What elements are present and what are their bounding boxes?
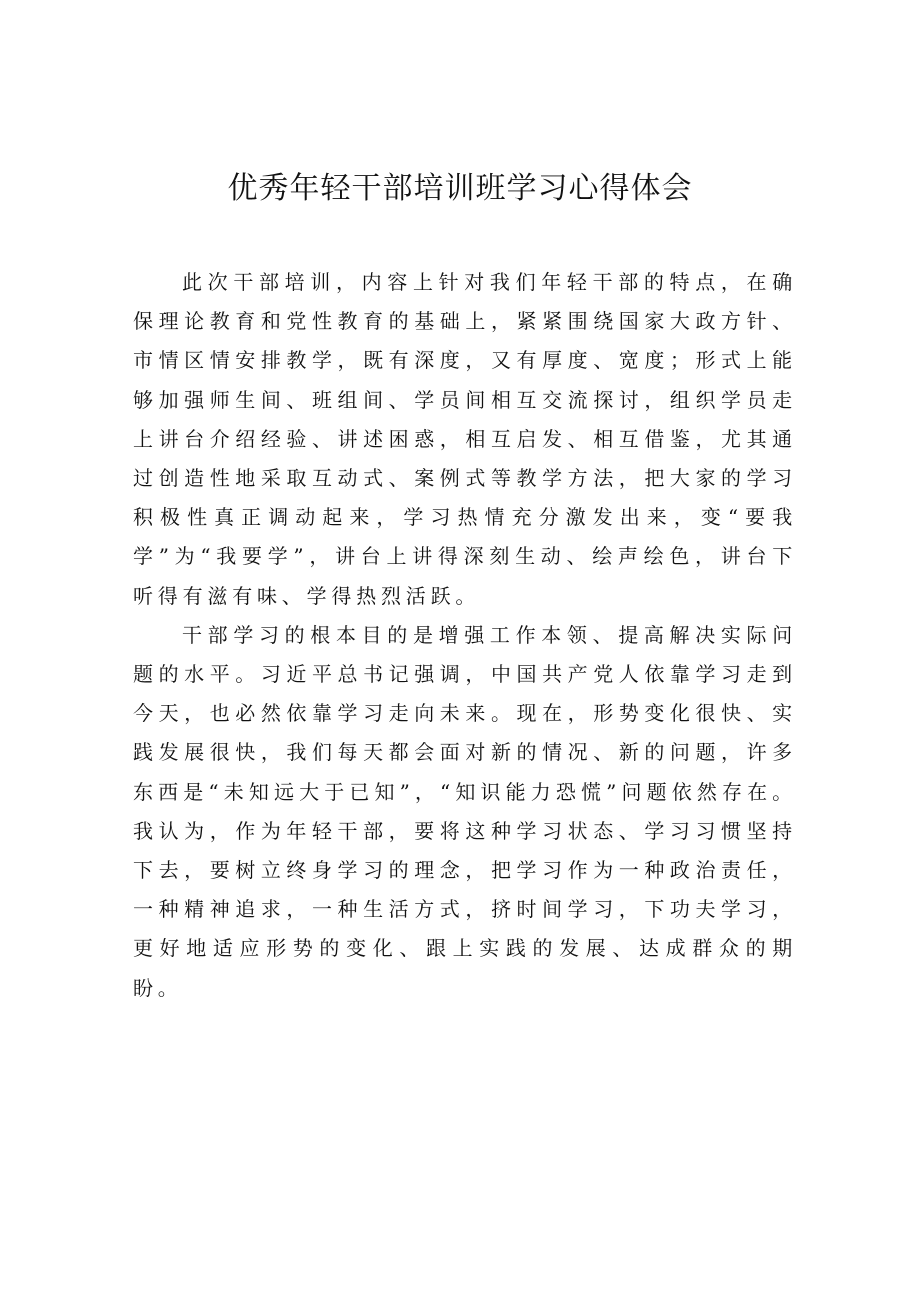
body-paragraph-1: 此次干部培训，内容上针对我们年轻干部的特点，在确保理论教育和党性教育的基础上，紧紧围绕国家大政方针、市情区情安排教学，既有深度，又有厚度、宽度；形式上能够加强师生间、班组间、学员间相互交流探讨，组织学员走上讲台介绍经验、讲述困惑，相互启发、相互借鉴，尤其通过创造性地采取互动式、案例式等教学方法，把大家的学习积极性真正调动起来，学习热情充分激发出来，变“要我学”为“我要学”，讲台上讲得深刻生动、绘声绘色，讲台下听得有滋有味、学得热烈活跃。	[133, 270, 797, 608]
document-body	[133, 263, 797, 1008]
body-paragraph-2: 干部学习的根本目的是增强工作本领、提高解决实际问题的水平。习近平总书记强调，中国共产党人依靠学习走到今天，也必然依靠学习走向未来。现在，形势变化很快、实践发展很快，我们每天都会面对新的情况、新的问题，许多东西是“未知远大于已知”，“知识能力恐慌”问题依然存在。我认为，作为年轻干部，要将这种学习状态、学习习惯坚持下去，要树立终身学习的理念，把学习作为一种政治责任，一种精神追求，一种生活方式，挤时间学习，下功夫学习，更好地适应形势的变化、跟上实践的发展、达成群众的期盼。	[133, 622, 797, 1000]
document-title: 优秀年轻干部培训班学习心得体会	[227, 171, 693, 206]
